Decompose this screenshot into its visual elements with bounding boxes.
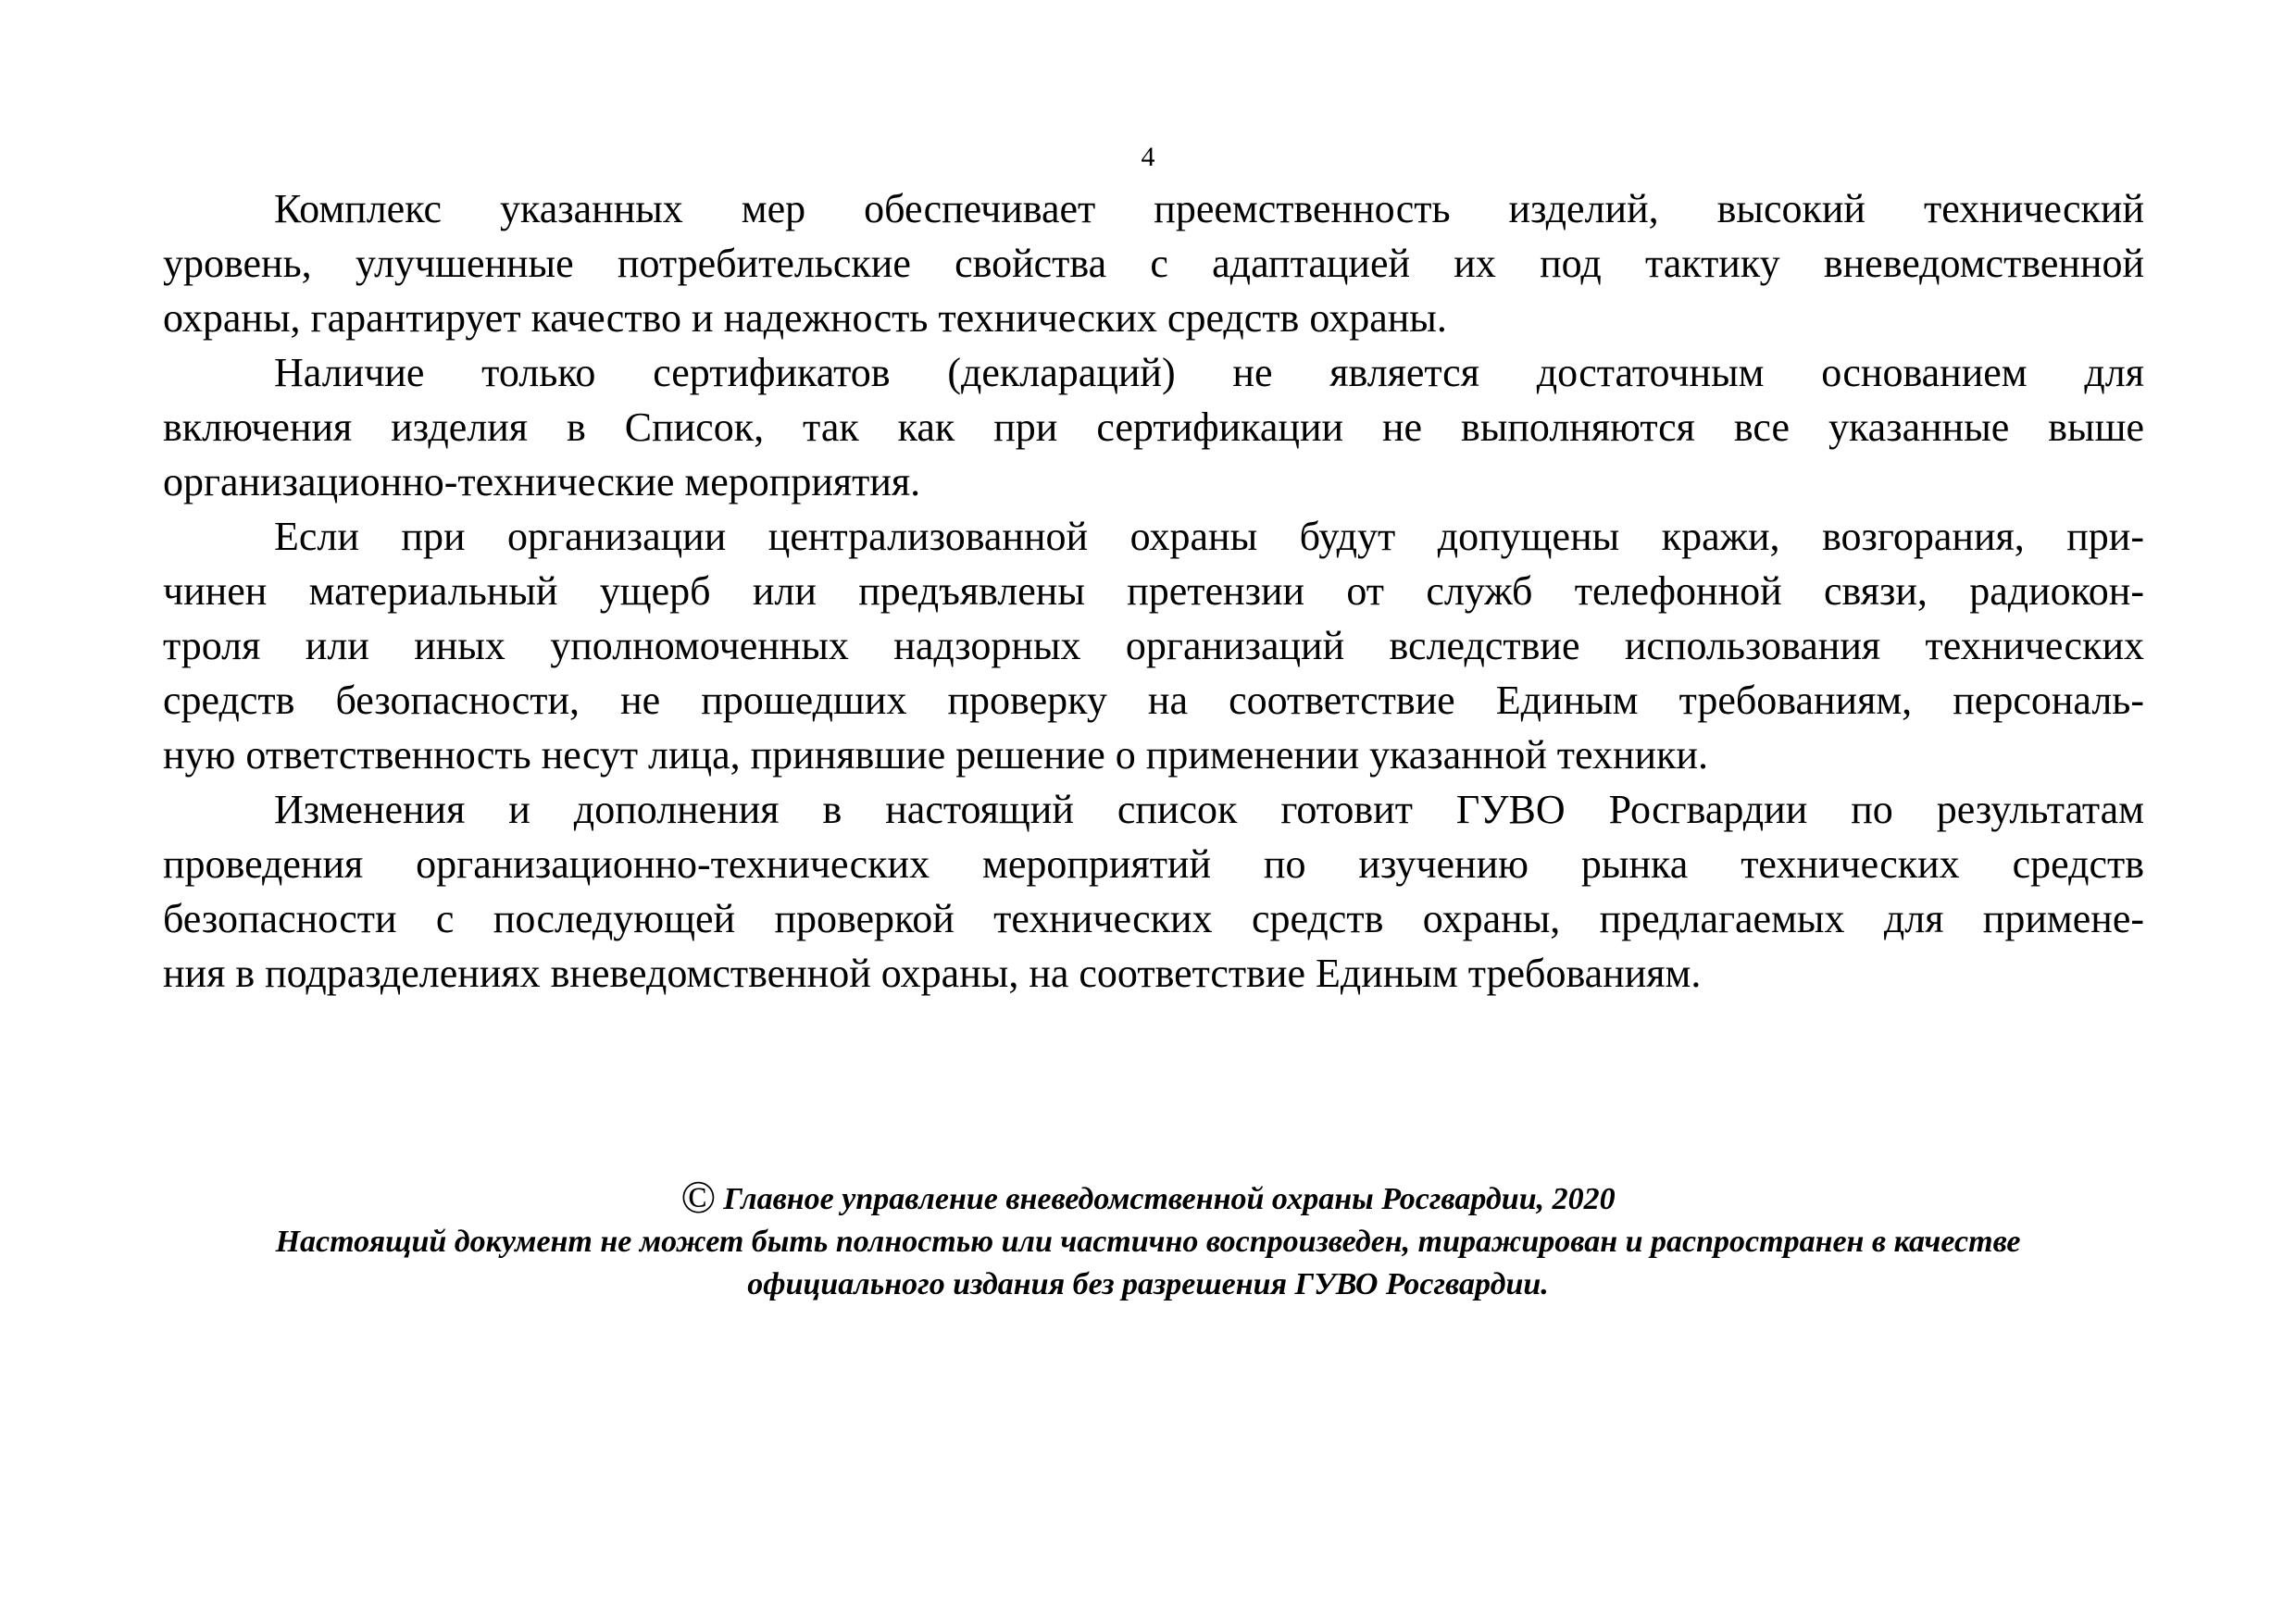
paragraph-continuity (163, 181, 2144, 345)
text-line: организационно-технические мероприятия. (163, 459, 921, 504)
paragraph-certificates (163, 345, 2144, 509)
page-number: 4 (1141, 142, 1155, 172)
copyright-notice-line: официального издания без разрешения ГУВО Росгвардии. (747, 1267, 1549, 1301)
text-line: Если при организации централизованной охраны будут допущены кражи, возгорания, при- (274, 514, 2144, 559)
text-line: охраны, гарантирует качество и надежность технических средств охраны. (163, 295, 1447, 341)
text-line: безопасности с последующей проверкой технических средств охраны, предлагаемых для примене- (163, 896, 2144, 941)
text-line: уровень, улучшенные потребительские свойства с адаптацией их под тактику вневедомственной (163, 241, 2144, 286)
text-line: включения изделия в Список, так как при сертификации не выполняются все указанные выше (163, 404, 2144, 450)
copyright-owner: Главное управление вневедомственной охраны Росгвардии, 2020 (723, 1182, 1616, 1216)
text-line: Комплекс указанных мер обеспечивает преемственность изделий, высокий технический (274, 186, 2144, 231)
text-line: проведения организационно-технических мероприятий по изучению рынка технических средств (163, 841, 2144, 887)
text-line: ния в подразделениях вневедомственной охраны, на соответствие Единым требованиям. (163, 951, 1702, 996)
copyright-owner-line (139, 1171, 2157, 1223)
text-line: ную ответственность несут лица, принявшие решение о применении указанной техники. (163, 732, 1708, 778)
text-line: чинен материальный ущерб или предъявлены претензии от служб телефонной связи, радиокон- (163, 568, 2144, 614)
copyright-notice-line: Настоящий документ не может быть полностью или частично воспроизведен, тиражирован и распространен в качестве (275, 1225, 2021, 1259)
text-line: Изменения и дополнения в настоящий список готовит ГУВО Росгвардии по результатам (274, 787, 2144, 832)
text-line: Наличие только сертификатов (деклараций) не является достаточным основанием для (274, 350, 2144, 395)
text-line: средств безопасности, не прошедших проверку на соответствие Единым требованиям, персональ- (163, 678, 2144, 723)
paragraph-changes (163, 782, 2144, 1001)
paragraph-responsibility (163, 509, 2144, 782)
copyright-notice (139, 1171, 2157, 1306)
body-text (163, 181, 2144, 1001)
text-line: троля или иных уполномоченных надзорных организаций вследствие использования технических (163, 623, 2144, 668)
copyright-icon: © (680, 1171, 717, 1223)
